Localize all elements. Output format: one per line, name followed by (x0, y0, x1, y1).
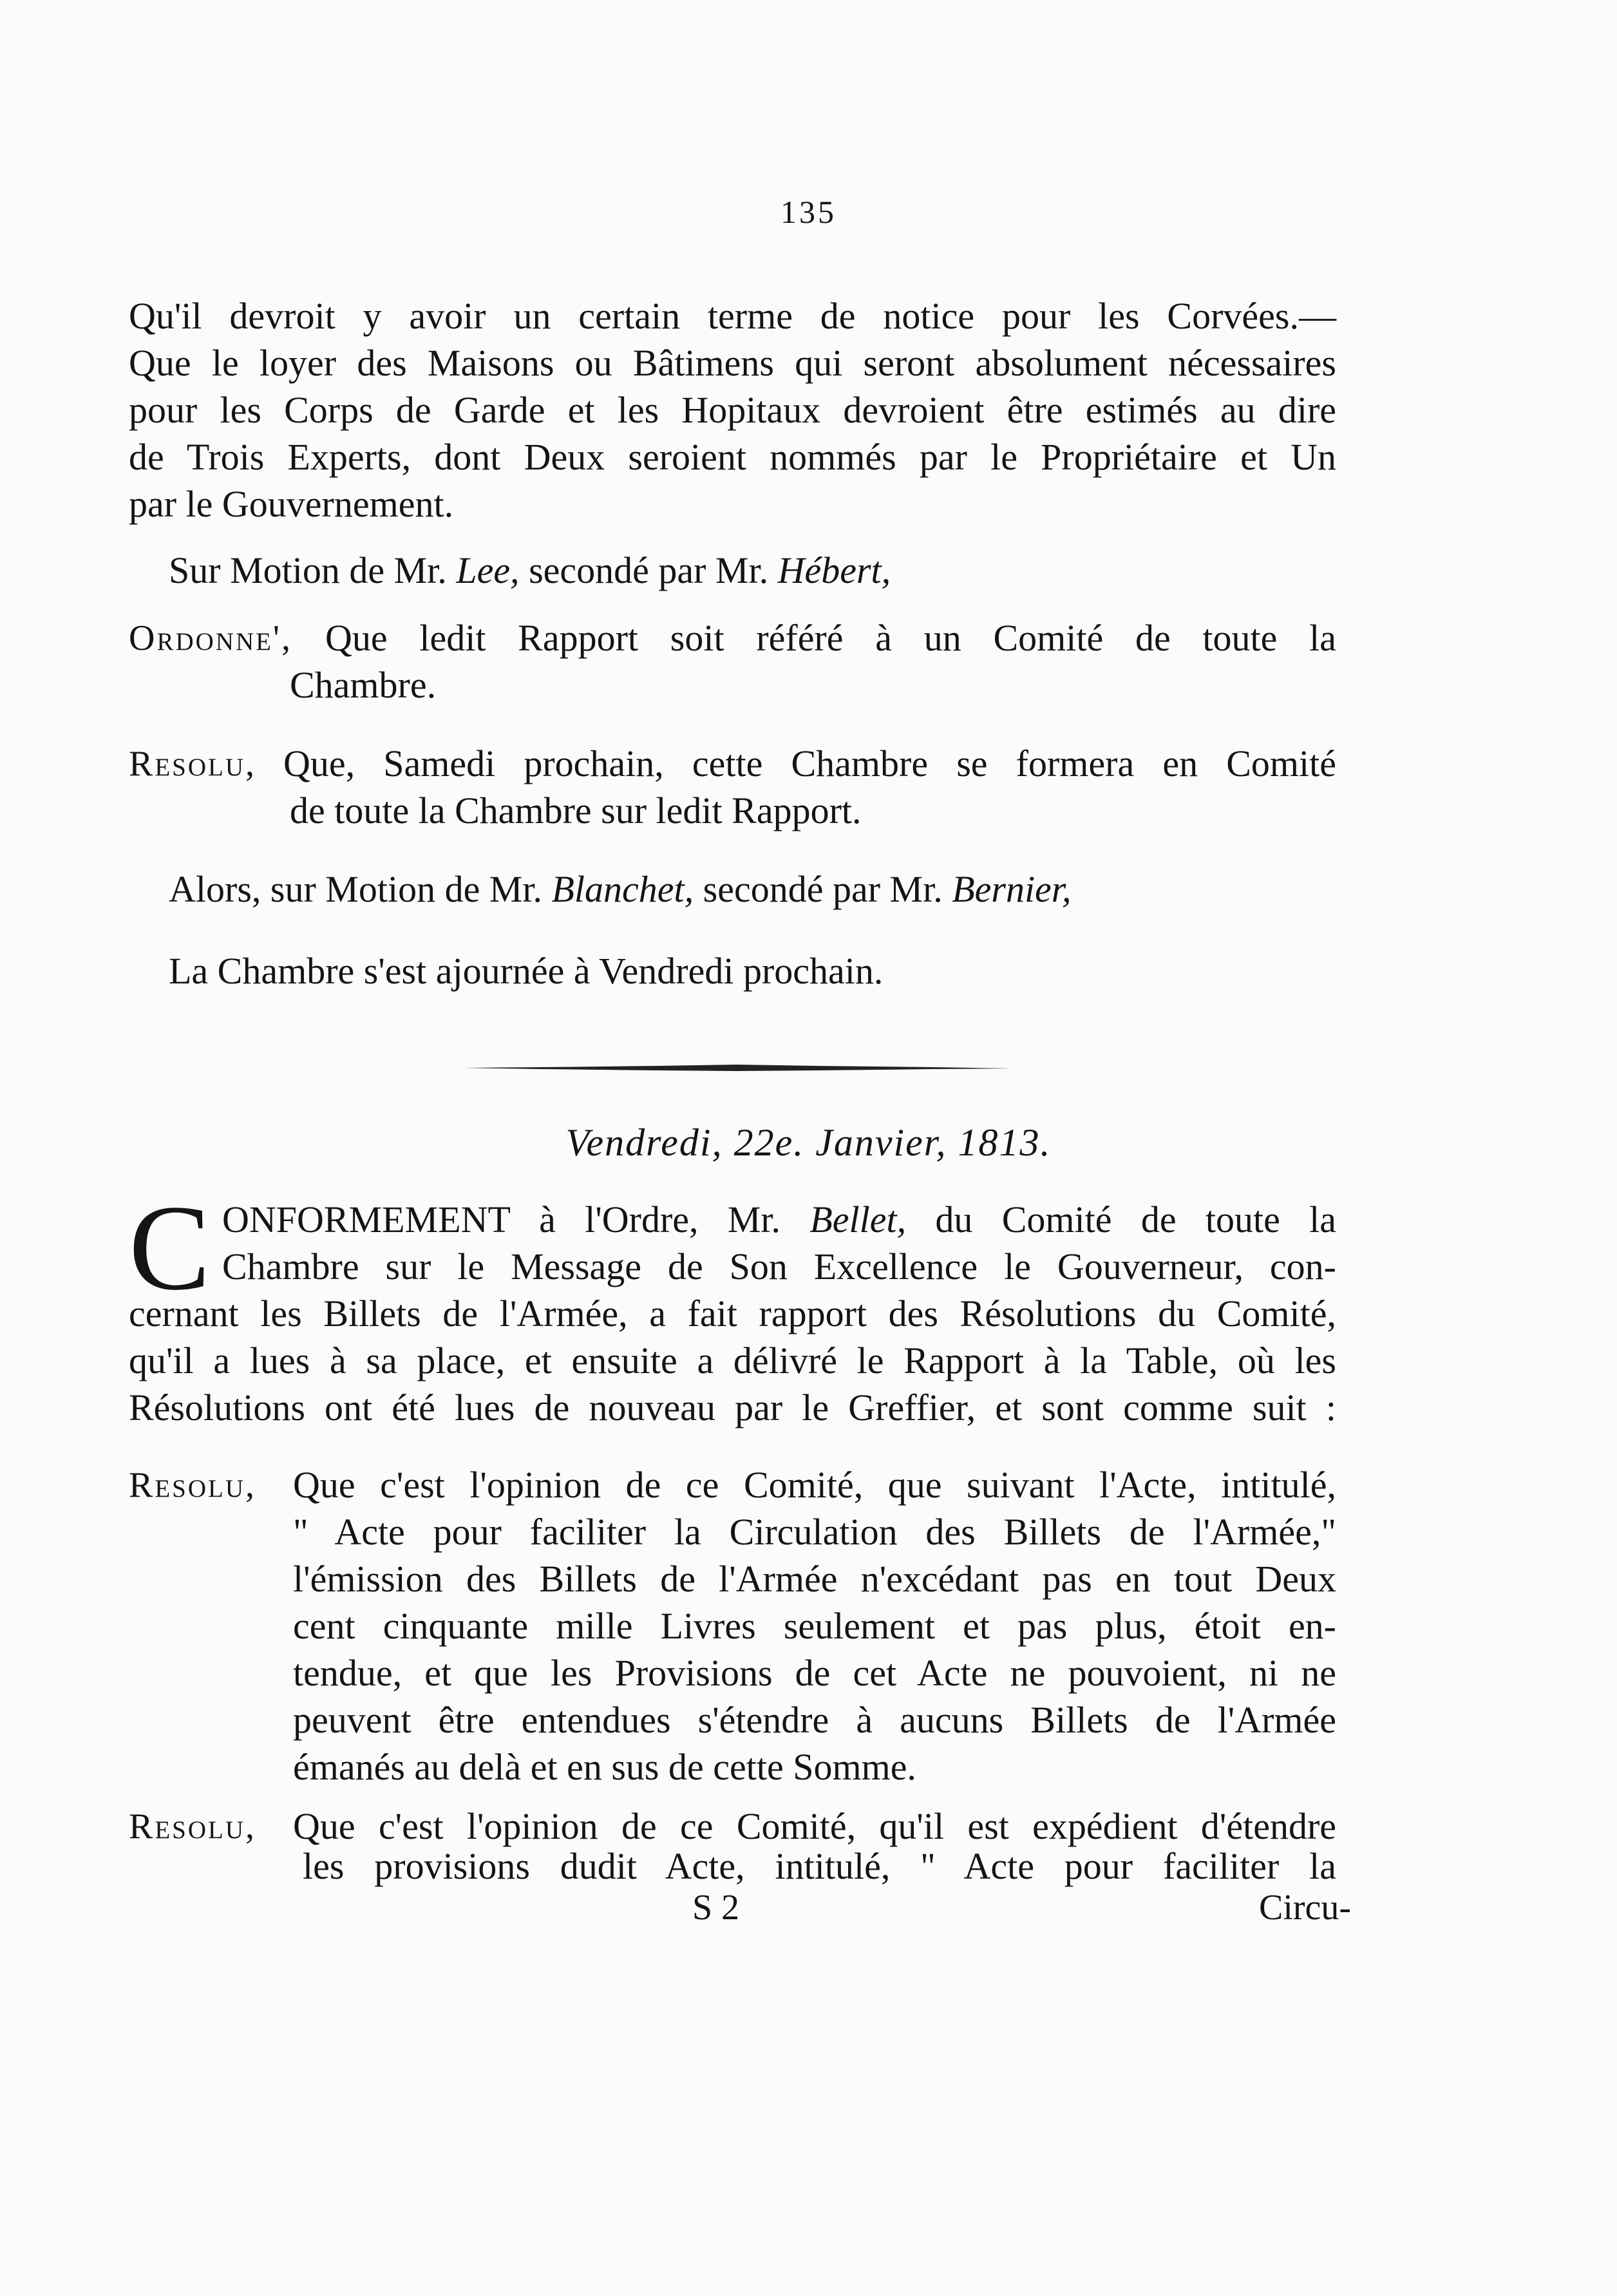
resolu-3-line-1: Que c'est l'opinion de ce Comité, qu'il est expédient d'étendre (293, 1805, 1336, 1847)
conformement-line-1-a: ONFORMEMENT à l'Ordre, Mr. (222, 1199, 810, 1240)
resolu-2-line-2: " Acte pour faciliter la Circulation des Billets de l'Armée," (293, 1511, 1336, 1553)
top-line-5: par le Gouvernement. (129, 483, 454, 525)
conformement-line-1 (222, 1197, 1336, 1243)
conformement-line-2: Chambre sur le Message de Son Excellence le Gouverneur, con- (222, 1246, 1336, 1287)
resolu-3-line-2: les provisions dudit Acte, intitulé, " Acte pour faciliter la (303, 1845, 1336, 1887)
top-line-2: Que le loyer des Maisons ou Bâtimens qui seront absolument nécessaires (129, 342, 1336, 384)
page-number: 135 (780, 194, 837, 230)
resolu-2-line-4: cent cinquante mille Livres seulement et pas plus, étoit en- (293, 1605, 1336, 1647)
resolu-2-line-5: tendue, et que les Provisions de cet Acte ne pouvoient, ni ne (293, 1652, 1336, 1694)
top-line-1: Qu'il devroit y avoir un certain terme de notice pour les Corvées.— (129, 295, 1336, 337)
motion-2-name-a: Blanchet, (551, 868, 694, 910)
conformement-line-4: qu'il a lues à sa place, et ensuite a délivré le Rapport à la Table, où les (129, 1340, 1336, 1381)
catchword: Circu- (1259, 1888, 1352, 1928)
top-line-4: de Trois Experts, dont Deux seroient nommés par le Propriétaire et Un (129, 436, 1336, 478)
motion-2-text-a: Alors, sur Motion de Mr. (169, 868, 552, 910)
resolu-2-line-6: peuvent être entendues s'étendre à aucuns Billets de l'Armée (293, 1699, 1336, 1741)
motion-line-1 (169, 547, 891, 594)
resolu-1-line-2: de toute la Chambre sur ledit Rapport. (290, 790, 862, 831)
ordonne-line-1: Que ledit Rapport soit référé à un Comité de toute la (325, 617, 1336, 659)
resolu-1-lead: Resolu, (129, 744, 257, 784)
section-separator-rule (464, 1063, 1011, 1073)
resolu-2-line-7: émanés au delà et en sus de cette Somme. (293, 1746, 916, 1788)
motion-1-name-a: Lee, (456, 549, 520, 591)
resolu-2-line-3: l'émission des Billets de l'Armée n'excédant pas en tout Deux (293, 1558, 1336, 1600)
motion-2-name-b: Bernier, (952, 868, 1072, 910)
conformement-name: Bellet, (809, 1199, 907, 1240)
adjourn-line: La Chambre s'est ajournée à Vendredi prochain. (169, 950, 884, 992)
ordonne-line-2: Chambre. (290, 664, 437, 706)
ordonne-lead: Ordonne', (129, 618, 293, 658)
resolu-2-lead: Resolu, (129, 1465, 257, 1505)
motion-1-text-b: secondé par Mr. (519, 549, 778, 591)
conformement-line-1-b: du Comité de toute la (906, 1199, 1337, 1240)
resolu-3-lead: Resolu, (129, 1807, 257, 1846)
conformement-line-3: cernant les Billets de l'Armée, a fait rapport des Résolutions du Comité, (129, 1293, 1336, 1334)
resolu-1-line-1: Que, Samedi prochain, cette Chambre se formera en Comité (283, 743, 1336, 784)
motion-2-text-b: secondé par Mr. (694, 868, 952, 910)
resolu-2-line-1: Que c'est l'opinion de ce Comité, que suivant l'Acte, intitulé, (293, 1464, 1336, 1506)
motion-1-text-a: Sur Motion de Mr. (169, 549, 457, 591)
signature-mark: S 2 (692, 1888, 740, 1928)
motion-line-2 (169, 866, 1071, 913)
conformement-line-5: Résolutions ont été lues de nouveau par le Greffier, et sont comme suit : (129, 1387, 1336, 1428)
dateline: Vendredi, 22e. Janvier, 1813. (565, 1121, 1052, 1164)
top-line-3: pour les Corps de Garde et les Hopitaux devroient être estimés au dire (129, 389, 1336, 431)
drop-cap: C (129, 1181, 211, 1316)
motion-1-name-b: Hébert, (777, 549, 891, 591)
